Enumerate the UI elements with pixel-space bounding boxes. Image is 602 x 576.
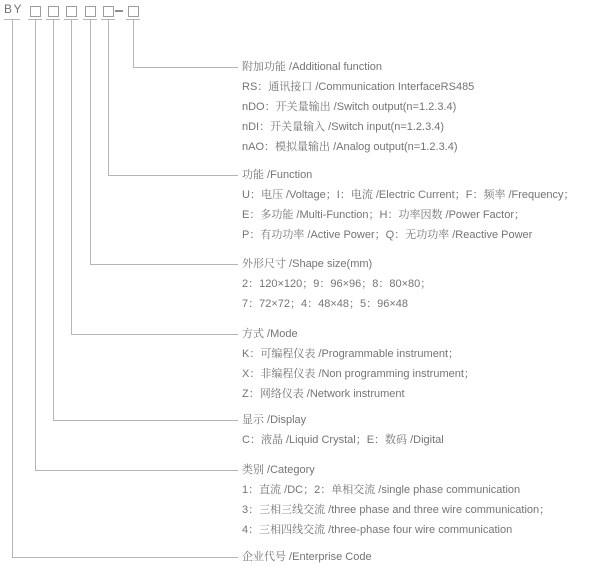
group-line: 1：直流 /DC；2：单相交流 /single phase communication — [242, 484, 521, 496]
code-box-category — [30, 6, 41, 17]
group-heading: 外形尺寸 /Shape size(mm) — [242, 258, 373, 270]
group-heading: 类别 /Category — [242, 464, 315, 476]
group-heading: 附加功能 /Additional function — [242, 61, 383, 73]
group-line: RS：通讯接口 /Communication InterfaceRS485 — [242, 81, 475, 93]
group-shape-size — [242, 254, 431, 314]
group-line: Z：网络仪表 /Network instrument — [242, 388, 405, 400]
group-enterprise-code — [242, 547, 372, 567]
group-heading: 企业代号 /Enterprise Code — [242, 551, 372, 563]
group-mode — [242, 324, 475, 404]
code-box-mode — [66, 6, 77, 17]
group-heading: 功能 /Function — [242, 169, 313, 181]
group-line: U：电压 /Voltage；I：电流 /Electric Current；F：频率 /Frequency； — [242, 189, 575, 201]
model-prefix: BY — [4, 2, 24, 16]
group-heading: 方式 /Mode — [242, 328, 298, 340]
code-box-additional-function — [128, 6, 139, 17]
group-display — [242, 410, 444, 450]
group-line: X：非编程仪表 /Non programming instrument； — [242, 368, 475, 380]
code-box-shape-size — [85, 6, 96, 17]
group-heading: 显示 /Display — [242, 414, 307, 426]
group-line: P：有功功率 /Active Power；Q：无功功率 /Reactive Power — [242, 229, 533, 241]
code-box-display — [48, 6, 59, 17]
group-line: nDI：开关量输入 /Switch input(n=1.2.3.4) — [242, 121, 445, 133]
group-category — [242, 460, 550, 540]
group-line: nAO：模拟量输出 /Analog output(n=1.2.3.4) — [242, 141, 458, 153]
group-line: 7：72×72；4：48×48；5：96×48 — [242, 298, 409, 310]
group-line: 4：三相四线交流 /three-phase four wire communication — [242, 524, 513, 536]
group-additional-function — [242, 57, 474, 157]
group-line: nDO：开关量输出 /Switch output(n=1.2.3.4) — [242, 101, 457, 113]
group-line: E：多功能 /Multi-Function；H：功率因数 /Power Factor； — [242, 209, 525, 221]
dash-separator — [115, 10, 123, 12]
group-line: 3：三相三线交流 /three phase and three wire communication； — [242, 504, 551, 516]
group-line: K：可编程仪表 /Programmable instrument； — [242, 348, 459, 360]
group-line: C：液晶 /Liquid Crystal；E：数码 /Digital — [242, 434, 444, 446]
code-box-function — [103, 6, 114, 17]
group-line: 2：120×120；9：96×96；8：80×80； — [242, 278, 432, 290]
group-function — [242, 165, 575, 245]
